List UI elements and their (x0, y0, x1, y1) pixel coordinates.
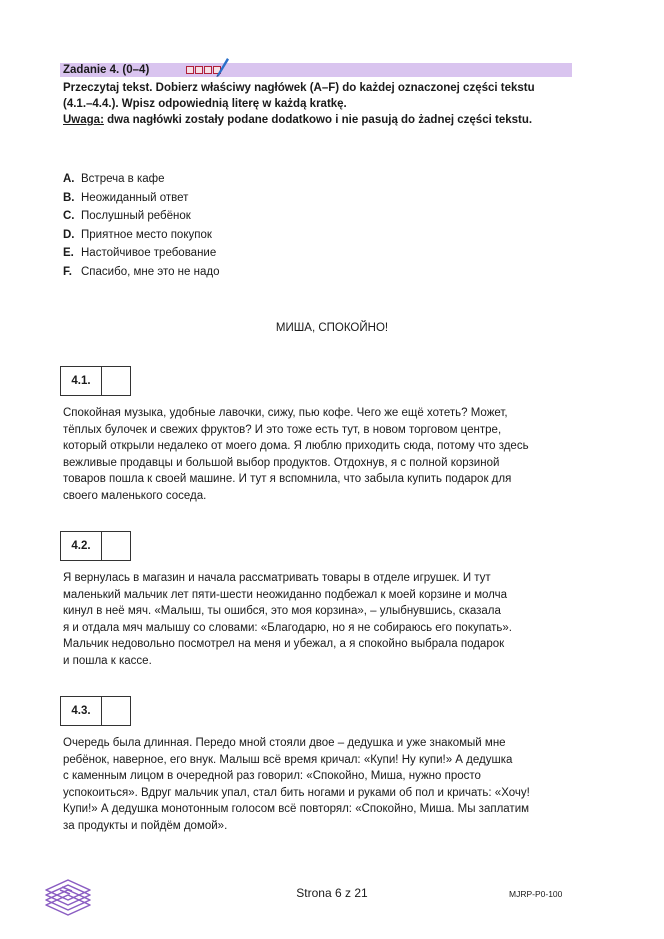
option-text: Встреча в кафе (81, 173, 165, 185)
option-item (63, 226, 219, 245)
note-label: Uwaga: (63, 114, 104, 126)
answer-box-4-3 (60, 696, 131, 726)
paragraph-line: Мальчик недовольно посмотрел на меня и убежал, а я спокойно выбрала подарок (63, 638, 505, 650)
option-letter: A. (63, 173, 75, 185)
instruction-line: Przeczytaj tekst. Dobierz właściwy nagłówek (A–F) do każdej oznaczonej części tekstu (63, 82, 535, 94)
option-text: Послушный ребёнок (81, 210, 191, 222)
paragraph-line: который открыли недалеко от моего дома. Я люблю приходить сюда, потому что здесь (63, 440, 529, 452)
answer-label: 4.3. (61, 697, 102, 725)
option-text: Неожиданный ответ (81, 191, 189, 204)
paragraph-line: с каменным лицом в очередной раз говорил: «Спокойно, Миша, нужно просто (63, 770, 481, 782)
document-code: MJRP-P0-100 (509, 889, 563, 899)
paragraph-line: своего маленького соседа. (63, 489, 207, 502)
story-paragraph-4-2 (63, 570, 583, 669)
instruction-line: (4.1.–4.4.). Wpisz odpowiednią literę w każdą kratkę. (63, 98, 347, 110)
option-letter: C. (63, 210, 75, 222)
option-text: Приятное место покупок (81, 228, 212, 241)
option-letter: B. (63, 191, 75, 204)
task-instructions (63, 80, 573, 128)
option-letter: E. (63, 247, 74, 259)
page-number: Strona 6 z 21 (296, 886, 368, 900)
score-box (195, 66, 203, 74)
answer-label: 4.2. (61, 532, 102, 560)
paragraph-line: вежливые продавцы и большой выбор продуктов. Отдохнув, я с полной корзиной (63, 456, 500, 469)
option-text: Настойчивое требование (81, 247, 217, 259)
paragraph-line: Спокойная музыка, удобные лавочки, сижу, пью кофе. Чего же ещё хотеть? Может, (63, 407, 508, 419)
paragraph-line: Купи!» А дедушка монотонным голосом всё повторял: «Спокойно, Миша. Мы заплатим (63, 803, 530, 815)
task-title: Zadanie 4. (0–4) (63, 64, 150, 76)
option-item (63, 207, 219, 226)
paragraph-line: Очередь была длинная. Передо мной стояли двое – дедушка и уже знакомый мне (63, 737, 506, 749)
paragraph-line: и пошла к кассе. (63, 654, 152, 667)
answer-slot[interactable] (102, 532, 130, 560)
option-item (63, 263, 219, 282)
pen-icon (214, 55, 230, 77)
option-letter: F. (63, 265, 72, 278)
story-title: МИША, СПОКОЙНО! (275, 322, 389, 334)
story-paragraph-4-3 (63, 735, 583, 834)
paragraph-line: Я вернулась в магазин и начала рассматривать товары в отделе игрушек. И тут (63, 572, 491, 584)
answer-box-4-1 (60, 366, 131, 396)
paragraph-line: я и отдала мяч малышу со словами: «Благодарю, но я не собираюсь его покупать». (63, 621, 512, 634)
note-text: dwa nagłówki zostały podane dodatkowo i nie pasują do żadnej części tekstu. (103, 114, 533, 126)
paragraph-line: успокоиться». Вдруг мальчик упал, стал бить ногами и руками об пол и кричать: «Хочу! (63, 786, 530, 799)
paragraph-line: за продукты и пойдём домой». (63, 819, 228, 832)
option-text: Спасибо, мне это не надо (81, 265, 220, 278)
heading-options-list (63, 170, 219, 281)
paragraph-line: тёплых булочек и свежих фруктов? И это тоже есть тут, в новом торговом центре, (63, 423, 502, 436)
answer-slot[interactable] (102, 697, 130, 725)
instruction-note (63, 112, 573, 128)
answer-box-4-2 (60, 531, 131, 561)
option-item (63, 170, 219, 189)
score-box (186, 66, 194, 74)
option-item (63, 189, 219, 208)
answer-slot[interactable] (102, 367, 130, 395)
option-letter: D. (63, 228, 75, 241)
paragraph-line: ребёнок, наверное, его внук. Малыш всё время кричал: «Купи! Ну купи!» А дедушка (63, 753, 513, 766)
paragraph-line: маленький мальчик лет пяти-шести неожиданно подбежал к моей корзине и молча (63, 588, 507, 601)
option-item (63, 244, 219, 263)
paragraph-line: кинул в неё мяч. «Малыш, ты ошибся, это моя корзина», – улыбнувшись, сказала (63, 605, 501, 617)
paragraph-line: товаров пошла к своей машине. И тут я вспомнила, что забыла купить подарок для (63, 473, 512, 485)
story-paragraph-4-1 (63, 405, 583, 504)
answer-label: 4.1. (61, 367, 102, 395)
score-box (204, 66, 212, 74)
